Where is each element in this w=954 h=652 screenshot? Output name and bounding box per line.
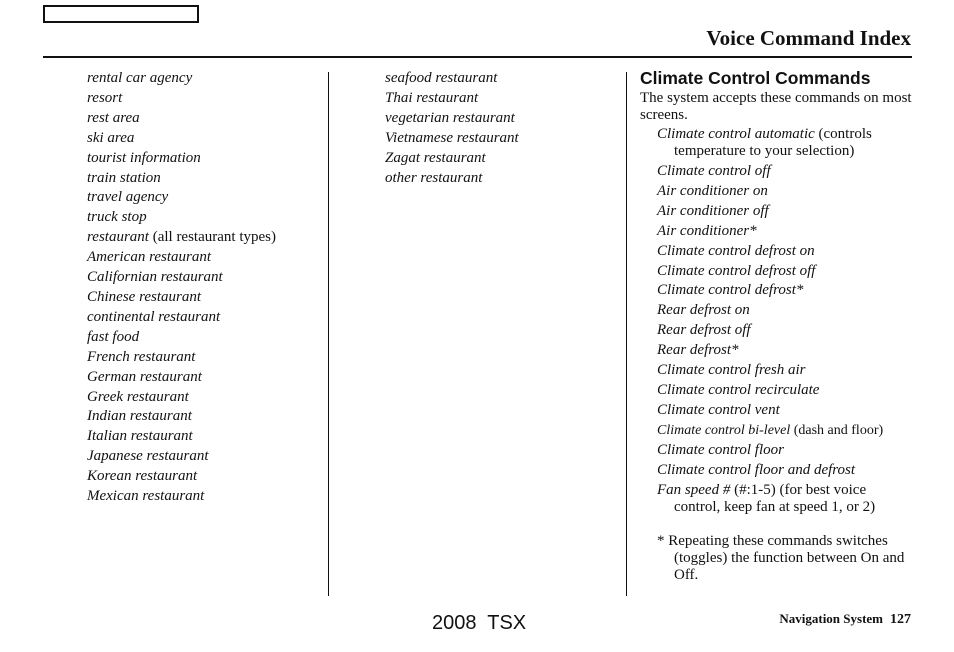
command-text: Climate control recirculate bbox=[657, 381, 820, 398]
command-text: Climate control floor and defrost bbox=[657, 461, 856, 478]
command-item bbox=[640, 281, 915, 301]
command-text: Fan speed # bbox=[657, 481, 731, 498]
command-text: Japanese restaurant bbox=[87, 448, 209, 465]
list-item bbox=[87, 467, 276, 487]
header-rule bbox=[43, 56, 912, 58]
command-text: truck stop bbox=[87, 209, 147, 226]
list-item bbox=[87, 248, 276, 268]
command-text: Air conditioner on bbox=[657, 182, 768, 199]
command-text: Climate control floor bbox=[657, 441, 784, 458]
command-text: Climate control off bbox=[657, 163, 771, 179]
command-text: Californian restaurant bbox=[87, 269, 223, 286]
command-item bbox=[640, 262, 915, 282]
command-text: Mexican restaurant bbox=[87, 488, 205, 505]
command-text: Climate control defrost off bbox=[657, 262, 816, 279]
command-text: continental restaurant bbox=[87, 308, 221, 325]
command-item bbox=[640, 202, 915, 222]
command-text: German restaurant bbox=[87, 368, 202, 385]
poi-list-column-1 bbox=[87, 69, 276, 507]
command-text: Thai restaurant bbox=[385, 89, 479, 106]
command-text: Climate control defrost on bbox=[657, 242, 815, 259]
command-item bbox=[640, 222, 915, 242]
list-item bbox=[385, 109, 519, 129]
command-text: Climate control automatic bbox=[657, 126, 815, 142]
list-item bbox=[87, 308, 276, 328]
command-text: vegetarian restaurant bbox=[385, 109, 515, 126]
model-label: 2008 TSX bbox=[432, 612, 527, 634]
command-text: Air conditioner* bbox=[657, 222, 757, 239]
list-item bbox=[385, 129, 519, 149]
list-item bbox=[87, 69, 276, 89]
list-item bbox=[87, 169, 276, 189]
list-item bbox=[87, 149, 276, 169]
list-item bbox=[87, 288, 276, 308]
command-text: tourist information bbox=[87, 149, 201, 166]
command-text: Air conditioner off bbox=[657, 202, 769, 219]
list-item bbox=[87, 228, 276, 248]
page-number: 127 bbox=[890, 612, 911, 627]
list-item bbox=[87, 89, 276, 109]
section-intro: The system accepts these commands on most screens. bbox=[640, 90, 912, 123]
command-item bbox=[640, 126, 915, 160]
list-item bbox=[87, 328, 276, 348]
command-text: train station bbox=[87, 169, 161, 186]
section-heading: Climate Control Commands bbox=[640, 68, 871, 88]
command-text: Chinese restaurant bbox=[87, 288, 202, 305]
command-text: fast food bbox=[87, 328, 140, 345]
list-item bbox=[87, 268, 276, 288]
command-text: restaurant bbox=[87, 229, 149, 246]
command-text: American restaurant bbox=[87, 249, 212, 266]
command-text: Zagat restaurant bbox=[385, 149, 486, 166]
command-item bbox=[640, 242, 915, 262]
list-item bbox=[87, 407, 276, 427]
command-text: resort bbox=[87, 89, 123, 106]
list-item bbox=[87, 447, 276, 467]
command-text: travel agency bbox=[87, 189, 169, 206]
list-item bbox=[87, 348, 276, 368]
command-text: Climate control vent bbox=[657, 401, 780, 418]
command-item bbox=[640, 162, 915, 182]
climate-command-list bbox=[640, 126, 915, 516]
command-text: Vietnamese restaurant bbox=[385, 129, 519, 146]
poi-list-column-2 bbox=[385, 69, 519, 188]
command-text: Rear defrost on bbox=[657, 302, 750, 319]
list-item bbox=[87, 368, 276, 388]
command-item bbox=[640, 301, 915, 321]
command-text: Italian restaurant bbox=[87, 428, 193, 445]
climate-section bbox=[640, 68, 915, 584]
command-note: (dash and floor) bbox=[790, 422, 884, 438]
list-item bbox=[385, 89, 519, 109]
footnote: * Repeating these commands switches (toggles) the function between On and Off. bbox=[657, 532, 905, 583]
list-item bbox=[87, 427, 276, 447]
nav-box bbox=[43, 5, 199, 23]
command-note: (#:1-5) (for best voice control, keep fan at speed 1, or 2) bbox=[674, 481, 876, 515]
footer-section-label: Navigation System bbox=[779, 611, 883, 626]
command-text: Climate control defrost* bbox=[657, 282, 804, 299]
list-item bbox=[87, 487, 276, 507]
command-text: Rear defrost* bbox=[657, 342, 739, 359]
command-note: (controls temperature to your selection) bbox=[674, 126, 872, 159]
command-item bbox=[640, 441, 915, 461]
command-text: seafood restaurant bbox=[385, 70, 498, 86]
list-item bbox=[385, 149, 519, 169]
page-title: Voice Command Index bbox=[706, 26, 911, 50]
list-item bbox=[385, 169, 519, 189]
command-item bbox=[640, 341, 915, 361]
list-item bbox=[87, 109, 276, 129]
command-text: Greek restaurant bbox=[87, 388, 189, 405]
command-text: rental car agency bbox=[87, 70, 193, 86]
list-item bbox=[87, 188, 276, 208]
command-text: ski area bbox=[87, 129, 135, 146]
list-item bbox=[87, 129, 276, 149]
list-item bbox=[385, 69, 519, 89]
command-text: Korean restaurant bbox=[87, 468, 198, 485]
command-item bbox=[640, 321, 915, 341]
command-item bbox=[640, 482, 915, 516]
command-item bbox=[640, 421, 915, 441]
command-text: Rear defrost off bbox=[657, 322, 751, 339]
command-text: French restaurant bbox=[87, 348, 196, 365]
command-item bbox=[640, 182, 915, 202]
command-item bbox=[640, 461, 915, 481]
command-note: (all restaurant types) bbox=[148, 229, 276, 246]
list-item bbox=[87, 388, 276, 408]
column-divider bbox=[626, 72, 627, 596]
command-item bbox=[640, 381, 915, 401]
command-text: Indian restaurant bbox=[87, 408, 192, 425]
page-footer bbox=[779, 610, 911, 628]
list-item bbox=[87, 208, 276, 228]
command-text: Climate control fresh air bbox=[657, 362, 806, 379]
column-divider bbox=[328, 72, 329, 596]
command-text: other restaurant bbox=[385, 169, 483, 186]
command-item bbox=[640, 361, 915, 381]
command-text: rest area bbox=[87, 109, 140, 126]
command-text: Climate control bi-level bbox=[657, 422, 791, 438]
command-item bbox=[640, 401, 915, 421]
